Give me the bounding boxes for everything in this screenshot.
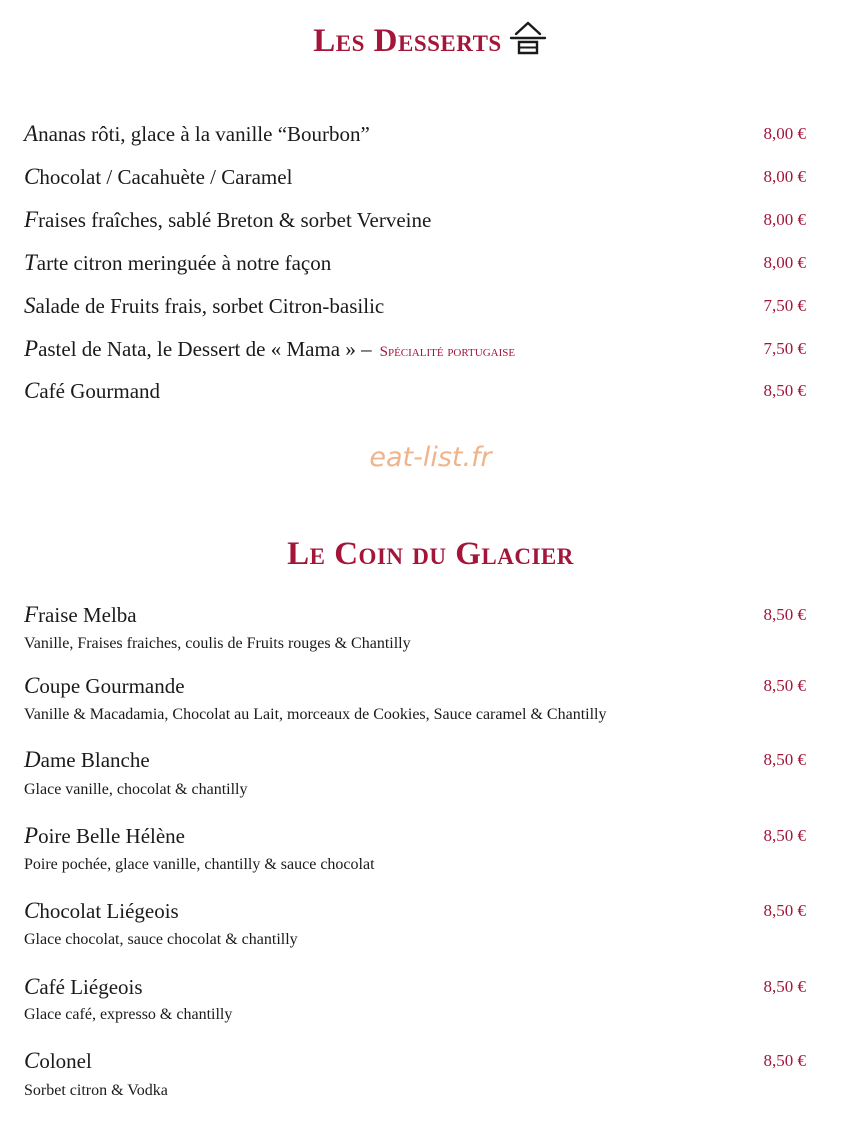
glacier-item-name: Colonel bbox=[24, 1048, 92, 1073]
dessert-item bbox=[24, 335, 806, 365]
dessert-item-name: Fraises fraîches, sablé Breton & sorbet Verveine bbox=[24, 207, 432, 232]
desserts-title-text: Les Desserts bbox=[313, 23, 502, 59]
glacier-item-name: Chocolat Liégeois bbox=[24, 898, 179, 923]
dessert-item-name: Pastel de Nata, le Dessert de « Mama » – Spécialité portugaise bbox=[24, 336, 516, 361]
glacier-item-description: Glace café, expresso & chantilly bbox=[24, 1006, 233, 1023]
dessert-item-name: Café Gourmand bbox=[24, 378, 161, 403]
dessert-item-price: 7,50 € bbox=[763, 339, 806, 358]
glacier-item-name: Dame Blanche bbox=[24, 747, 150, 772]
glacier-item-description: Glace vanille, chocolat & chantilly bbox=[24, 781, 248, 798]
glacier-item-price: 8,50 € bbox=[763, 605, 806, 624]
glacier-item-price: 8,50 € bbox=[763, 977, 806, 996]
dessert-item-name: Tarte citron meringuée à notre façon bbox=[24, 250, 332, 275]
glacier-section-title: Le Coin du Glacier bbox=[287, 536, 574, 572]
glacier-item-price: 8,50 € bbox=[763, 676, 806, 695]
glacier-item bbox=[24, 973, 806, 1003]
glacier-item-description: Poire pochée, glace vanille, chantilly & sauce chocolat bbox=[24, 856, 375, 873]
glacier-item bbox=[24, 897, 806, 927]
glacier-item-price: 8,50 € bbox=[763, 826, 806, 845]
glacier-item-price: 8,50 € bbox=[763, 901, 806, 920]
glacier-item-description: Glace chocolat, sauce chocolat & chantilly bbox=[24, 931, 298, 948]
dessert-item bbox=[24, 249, 806, 279]
glacier-item-name: Café Liégeois bbox=[24, 974, 143, 999]
glacier-item bbox=[24, 672, 806, 702]
dessert-item-price: 8,00 € bbox=[763, 210, 806, 229]
glacier-item-name: Poire Belle Hélène bbox=[24, 823, 185, 848]
glacier-item-name: Coupe Gourmande bbox=[24, 673, 185, 698]
dessert-item-price: 8,00 € bbox=[763, 253, 806, 272]
glacier-item bbox=[24, 1047, 806, 1077]
glacier-item-description: Vanille, Fraises fraiches, coulis de Fruits rouges & Chantilly bbox=[24, 635, 411, 652]
glacier-item-description: Sorbet citron & Vodka bbox=[24, 1082, 168, 1099]
glacier-item bbox=[24, 601, 806, 631]
pagoda-icon bbox=[508, 20, 548, 63]
dessert-item bbox=[24, 292, 806, 322]
watermark-text: eat-list.fr bbox=[369, 442, 492, 473]
dessert-item-name: Chocolat / Cacahuète / Caramel bbox=[24, 164, 293, 189]
dessert-item-price: 8,00 € bbox=[763, 124, 806, 143]
desserts-section-title bbox=[0, 20, 861, 63]
glacier-item bbox=[24, 822, 806, 852]
dessert-item-price: 7,50 € bbox=[763, 296, 806, 315]
dessert-item bbox=[24, 377, 806, 407]
dessert-item-name: Ananas rôti, glace à la vanille “Bourbon” bbox=[24, 121, 370, 146]
dessert-item bbox=[24, 120, 806, 150]
specialty-note: Spécialité portugaise bbox=[379, 344, 516, 360]
dessert-item-price: 8,50 € bbox=[763, 381, 806, 400]
glacier-item-price: 8,50 € bbox=[763, 1051, 806, 1070]
dessert-item-name: Salade de Fruits frais, sorbet Citron-basilic bbox=[24, 293, 385, 318]
glacier-item-price: 8,50 € bbox=[763, 750, 806, 769]
glacier-item-name: Fraise Melba bbox=[24, 602, 137, 627]
dessert-item bbox=[24, 206, 806, 236]
glacier-item-description: Vanille & Macadamia, Chocolat au Lait, morceaux de Cookies, Sauce caramel & Chantilly bbox=[24, 706, 607, 723]
glacier-item bbox=[24, 746, 806, 776]
dessert-item bbox=[24, 163, 806, 193]
dessert-item-price: 8,00 € bbox=[763, 167, 806, 186]
